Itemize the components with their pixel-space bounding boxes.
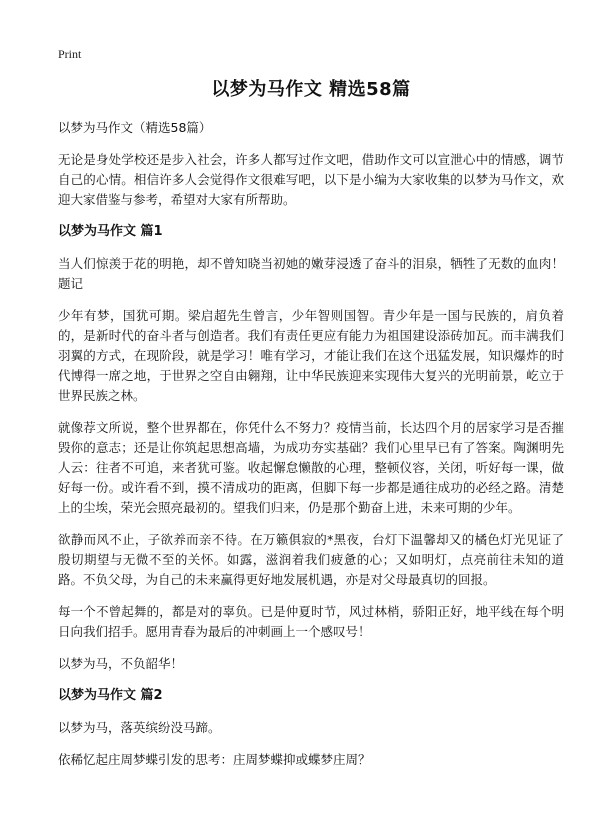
section-1	[58, 222, 564, 674]
document-subtitle: 以梦为马作文（精选58篇）	[58, 120, 212, 135]
print-link[interactable]: Print	[58, 47, 82, 61]
section-heading: 以梦为马作文 篇1	[58, 224, 163, 239]
paragraph: 当人们惊羡于花的明艳，却不曾知晓当初她的嫩芽浸透了奋斗的泪泉，牺牲了无数的血肉！题记	[58, 256, 564, 291]
paragraph: 就像荐文所说，整个世界都在，你凭什么不努力？疫情当前，长达四个月的居家学习是否摧毁你的意志；还是让你筑起思想高墙，为成功夯实基础？我们心里早已有了答案。陶渊明先人云：往者不可追，来者犹可鉴。收起懈怠懒散的心理，整顿仪容，关闭，听好每一课，做好每一份。或许看不到，摸不清成功的距离，但脚下每一步都是通往成功的必经之路。清楚上的尘埃，荣光会照亮最初的。望我们归来，仍是那个勤奋上进，未来可期的少年。	[58, 420, 564, 515]
paragraph: 少年有梦，国犹可期。梁启超先生曾言，少年智则国智。青少年是一国与民族的，肩负着的，是新时代的奋斗者与创造者。我们有责任更应有能力为祖国建设添砖加瓦。而丰满我们羽翼的方式，在现阶段，就是学习！唯有学习，才能让我们在这个迅猛发展，知识爆炸的时代博得一席之地，于世界之空自由翱翔，让中华民族迎来实现伟大复兴的光明前景，屹立于世界民族之林。	[58, 308, 564, 403]
intro-paragraph: 无论是身处学校还是步入社会，许多人都写过作文吧，借助作文可以宣泄心中的情感，调节自己的心情。相信许多人会觉得作文很难写吧，以下是小编为大家收集的以梦为马作文，欢迎大家借鉴与参考，希望对大家有所帮助。	[58, 152, 564, 207]
paragraph: 每一个不曾起舞的，都是对的辜负。已是仲夏时节，风过林梢，骄阳正好，地平线在每个明日向我们招手。愿用青春为最后的冲刺画上一个感叹号！	[58, 604, 564, 639]
section-heading: 以梦为马作文 篇2	[58, 688, 163, 703]
paragraph: 以梦为马，不负韶华！	[58, 656, 184, 671]
paragraph: 依稀忆起庄周梦蝶引发的思考：庄周梦蝶抑或蝶梦庄周？	[58, 752, 371, 767]
section-2	[58, 686, 564, 770]
paragraph: 以梦为马，落英缤纷没马蹄。	[58, 720, 221, 735]
page-title: 以梦为马作文 精选58篇	[211, 79, 411, 100]
paragraph: 欲静而风不止，子欲养而亲不待。在万籁俱寂的*黑夜，台灯下温馨却又的橘色灯光见证了殷切期望与无微不至的关怀。如露，滋润着我们疲惫的心；又如明灯，点亮前往未知的道路。不负父母，为自己的未来赢得更好地发展机遇，亦是对父母最真切的回报。	[58, 532, 564, 587]
